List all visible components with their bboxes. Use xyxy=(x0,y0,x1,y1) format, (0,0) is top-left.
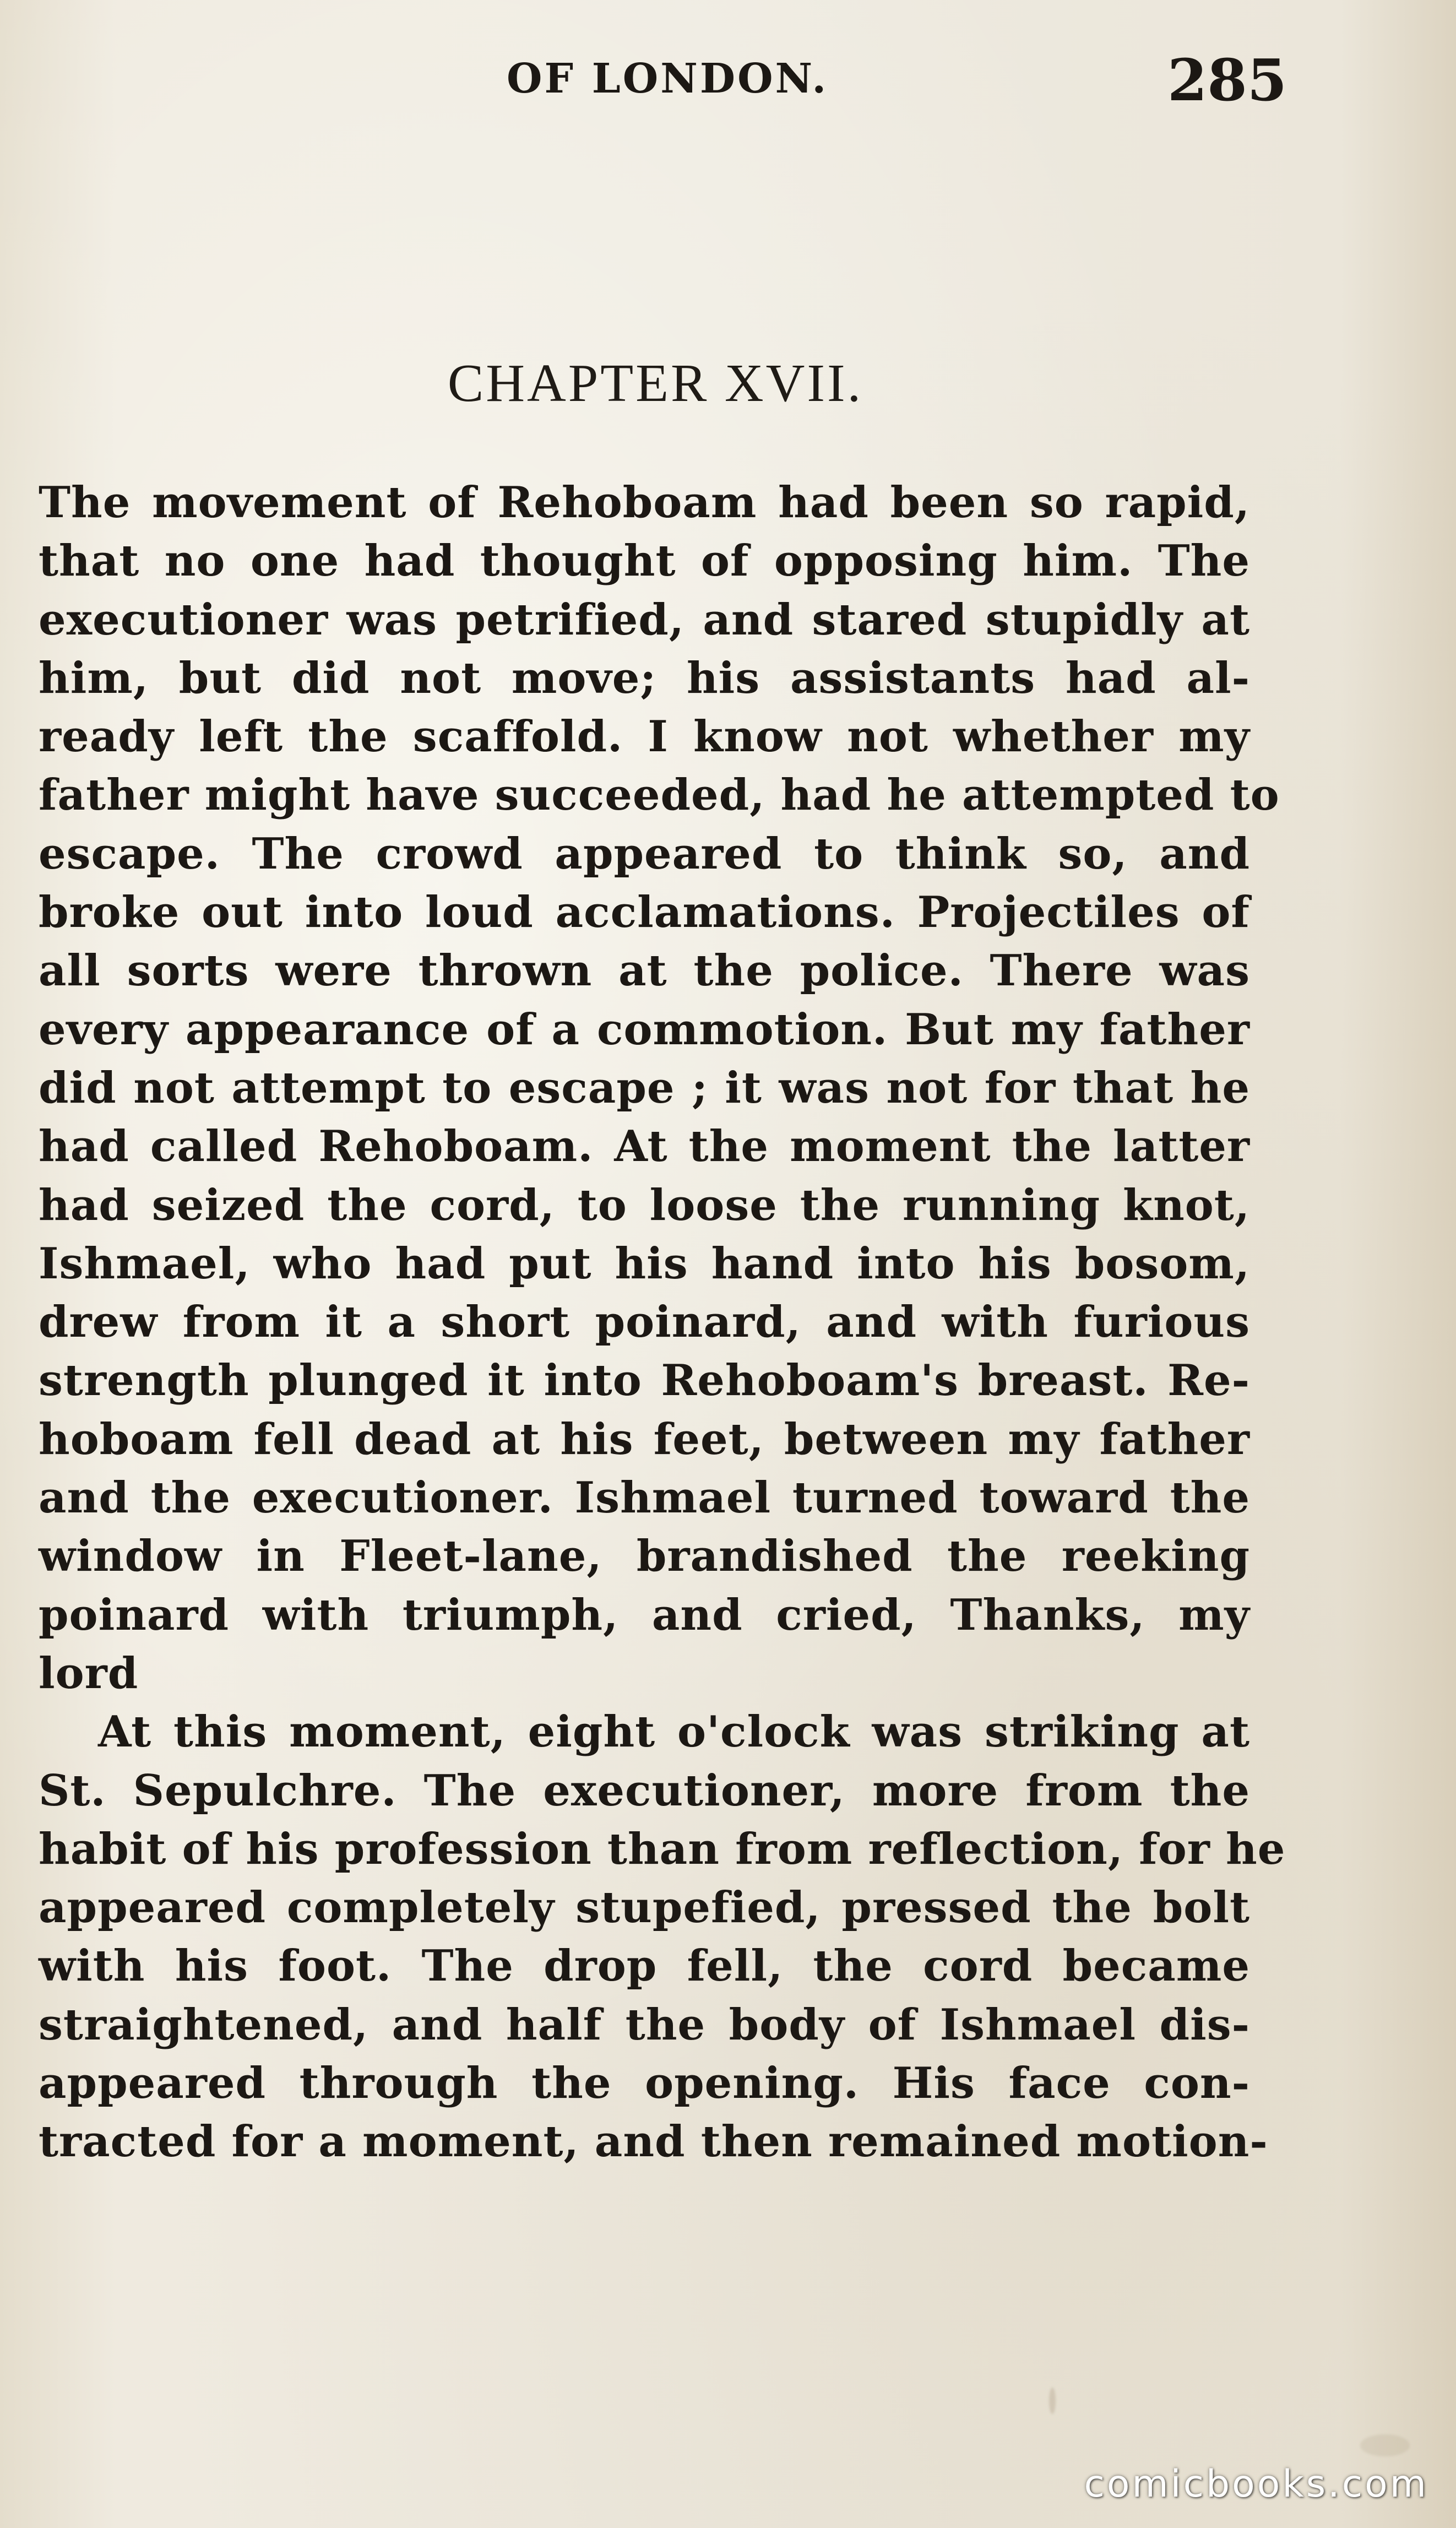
paper-stain xyxy=(1360,2434,1410,2456)
text-line: had called Rehoboam. At the moment the latter xyxy=(39,1121,1250,1172)
text-line: At this moment, eight o'clock was striking at xyxy=(98,1707,1250,1757)
paper-stain xyxy=(1049,2388,1056,2414)
text-line: escape. The crowd appeared to think so, and xyxy=(39,828,1250,879)
text-line: St. Sepulchre. The executioner, more from the xyxy=(39,1765,1250,1816)
paragraph xyxy=(39,474,1280,1703)
body-text xyxy=(39,474,1286,2172)
text-line: did not attempt to escape ; it was not for that he xyxy=(39,1062,1250,1113)
text-line: appeared completely stupefied, pressed the bolt xyxy=(39,1883,1250,1933)
text-line: drew from it a short poinard, and with furious xyxy=(39,1297,1250,1348)
page-number: 285 xyxy=(1167,46,1287,114)
text-line: straightened, and half the body of Ishmael dis- xyxy=(39,1999,1250,2050)
text-line: habit of his profession than from reflection, for he xyxy=(39,1824,1286,1874)
text-line: tracted for a moment, and then remained motion- xyxy=(39,2117,1268,2167)
text-line: all sorts were thrown at the police. There was xyxy=(39,946,1250,996)
text-line: and the executioner. Ishmael turned toward the xyxy=(39,1473,1250,1523)
text-line: lord xyxy=(39,1648,139,1699)
text-line: had seized the cord, to loose the running knot, xyxy=(39,1180,1250,1230)
running-head xyxy=(0,46,1456,114)
text-line: Ishmael, who had put his hand into his bosom, xyxy=(39,1238,1250,1289)
text-line: every appearance of a commotion. But my father xyxy=(39,1004,1250,1055)
chapter-title: CHAPTER XVII. xyxy=(447,354,863,413)
text-line: appeared through the opening. His face con- xyxy=(39,2058,1250,2109)
text-line: father might have succeeded, had he attempted to xyxy=(39,770,1280,821)
running-title: OF LONDON. xyxy=(507,55,829,102)
text-line: him, but did not move; his assistants had al- xyxy=(39,653,1250,703)
text-line: executioner was petrified, and stared stupidly at xyxy=(39,594,1250,645)
text-line: strength plunged it into Rehoboam's breast. Re- xyxy=(39,1355,1250,1406)
text-line: The movement of Rehoboam had been so rapid, xyxy=(39,478,1250,528)
text-line: hoboam fell dead at his feet, between my father xyxy=(39,1414,1250,1464)
text-line: ready left the scaffold. I know not whether my xyxy=(39,712,1250,762)
text-line: poinard with triumph, and cried, Thanks, my xyxy=(39,1590,1250,1640)
watermark: comicbooks.com xyxy=(1084,2462,1428,2506)
text-line: window in Fleet-lane, brandished the reeking xyxy=(39,1531,1250,1582)
paragraph xyxy=(39,1703,1286,2171)
text-line: with his foot. The drop fell, the cord became xyxy=(39,1941,1250,1992)
text-line: that no one had thought of opposing him. The xyxy=(39,536,1250,587)
text-line: broke out into loud acclamations. Projectiles of xyxy=(39,887,1250,938)
